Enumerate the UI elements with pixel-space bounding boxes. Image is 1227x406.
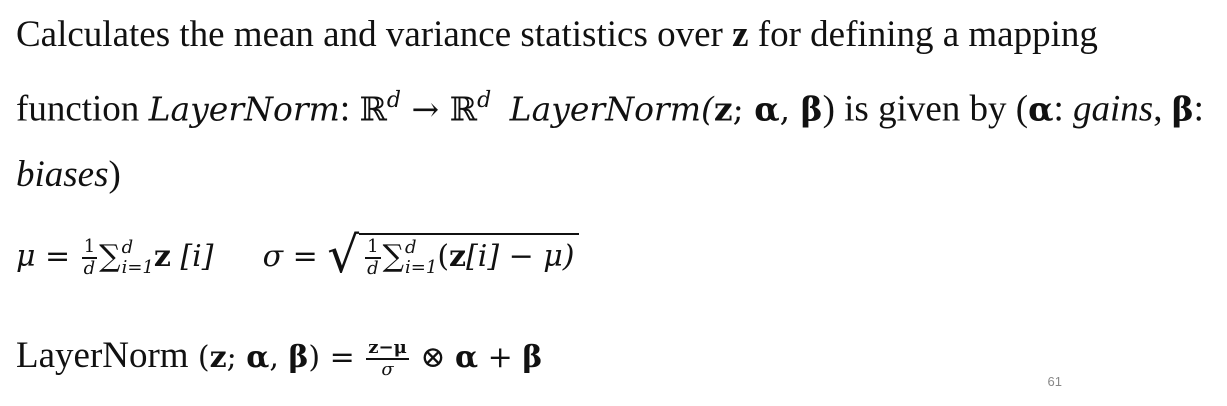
mean-variance-formulas xyxy=(16,226,579,306)
symbol-z: z xyxy=(713,89,733,129)
symbol-alpha: α xyxy=(754,89,780,129)
paren: ) xyxy=(308,340,321,375)
symbol-reals: ℝ xyxy=(449,89,478,129)
equals: = xyxy=(320,340,365,375)
text: ) is given by ( xyxy=(822,88,1029,130)
fraction xyxy=(366,338,408,380)
layernorm-label: LayerNorm xyxy=(16,335,198,376)
symbol-arrow: → xyxy=(400,89,450,129)
text: ) xyxy=(108,154,121,196)
text: , xyxy=(779,89,801,129)
sum-upper: d xyxy=(121,237,134,258)
symbol-z: z xyxy=(732,14,749,55)
symbol-alpha: α xyxy=(455,340,479,375)
fraction xyxy=(82,237,97,279)
symbol-reals: ℝ xyxy=(359,89,387,129)
numerator: 1 xyxy=(367,236,379,257)
gains-label: gains xyxy=(1073,88,1154,130)
sum-symbol: ∑ xyxy=(99,239,121,274)
paren: ( xyxy=(437,239,450,274)
sigma-lhs: σ = xyxy=(262,239,328,274)
denominator: d xyxy=(83,258,96,279)
symbol-beta: β xyxy=(522,340,543,375)
symbol-beta: β xyxy=(288,340,309,375)
symbol-alpha: α xyxy=(246,340,270,375)
function-signature: LayerNorm( xyxy=(509,89,714,129)
description-paragraph xyxy=(16,2,1221,208)
paren: ( xyxy=(197,340,210,375)
text: , xyxy=(269,340,289,375)
text: , xyxy=(1153,88,1172,130)
plus: + xyxy=(478,340,523,375)
text: : xyxy=(1053,88,1074,130)
symbol-z: z xyxy=(449,239,467,274)
text: : xyxy=(339,88,360,130)
fraction xyxy=(365,237,380,279)
radical-sign: √ xyxy=(327,226,360,284)
index: [i] xyxy=(170,239,214,274)
otimes: ⊗ xyxy=(410,340,455,375)
page-number: 61 xyxy=(1047,374,1062,389)
text: for defining a mapping function xyxy=(16,14,1098,130)
biases-label: biases xyxy=(16,154,109,196)
symbol-dimension: d xyxy=(477,88,492,113)
radicand xyxy=(359,233,578,279)
mean-lhs: μ = xyxy=(16,239,80,274)
function-name: LayerNorm xyxy=(148,89,340,129)
text: : xyxy=(1193,88,1204,130)
text: Calculates the mean and variance statistics over xyxy=(16,14,733,55)
text: ; xyxy=(226,340,247,375)
denominator: σ xyxy=(381,359,394,380)
sum-upper: d xyxy=(405,237,417,258)
sum-symbol: ∑ xyxy=(382,239,405,274)
symbol-z: z xyxy=(209,340,227,375)
sum-lower: i=1 xyxy=(405,257,438,278)
numerator: 1 xyxy=(83,236,96,257)
sum-limits xyxy=(122,238,154,278)
text: ; xyxy=(732,89,755,129)
symbol-z: z xyxy=(153,239,171,274)
numerator: z−μ xyxy=(368,337,407,358)
term-rest: [i] − μ) xyxy=(466,239,575,274)
layernorm-formula xyxy=(16,334,542,400)
symbol-alpha: α xyxy=(1028,89,1054,129)
symbol-beta: β xyxy=(1171,89,1194,129)
sum-lower: i=1 xyxy=(121,257,154,278)
denominator: d xyxy=(367,258,379,279)
symbol-dimension: d xyxy=(386,88,401,113)
symbol-beta: β xyxy=(800,89,823,129)
sum-limits xyxy=(405,238,437,278)
